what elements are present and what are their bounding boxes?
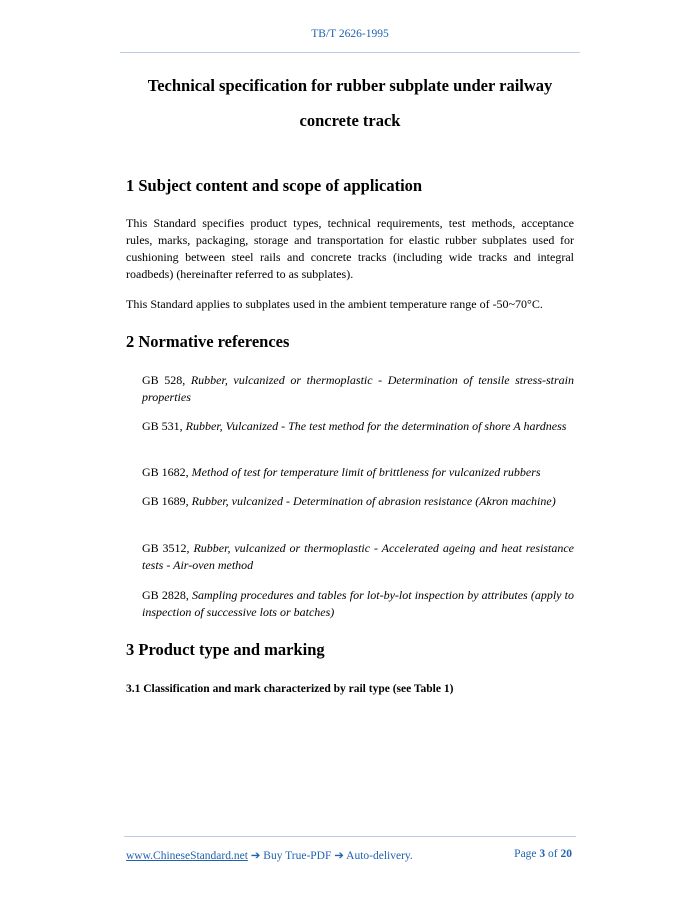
page-word: Page: [514, 848, 540, 860]
reference-title: Method of test for temperature limit of brittleness for vulcanized rubbers: [191, 465, 541, 479]
reference-title: Rubber, vulcanized - Determination of abrasion resistance (Akron machine): [191, 494, 556, 508]
auto-delivery-text: Auto-delivery.: [346, 850, 413, 862]
reference-item: [142, 372, 574, 406]
reference-item: [142, 418, 574, 435]
footer-divider: [124, 836, 576, 837]
reference-item: [142, 493, 574, 510]
section-1-heading: 1 Subject content and scope of application: [126, 176, 423, 195]
site-link[interactable]: www.ChineseStandard.net: [126, 850, 248, 862]
section-1-paragraph-1: This Standard specifies product types, technical requirements, test methods, acceptance rules, marks, packaging, storage and transportation for elastic rubber subplates used for cushioning between steel rails and concrete tracks (including wide tracks and integral roadbeds) (hereinafter referred to as subplates).: [126, 216, 574, 281]
doc-title-line-1: Technical specification for rubber subplate under railway: [147, 76, 553, 95]
reference-item: [142, 587, 574, 621]
reference-title: Sampling procedures and tables for lot-by-lot inspection by attributes (apply to inspection of successive lots or batches): [142, 588, 574, 619]
reference-code: GB 1682,: [142, 465, 192, 479]
reference-code: GB 1689,: [142, 494, 192, 508]
reference-code: GB 2828,: [142, 588, 192, 602]
arrow-icon: ➔: [331, 850, 347, 862]
footer-promo: [126, 848, 413, 862]
section-3-heading: 3 Product type and marking: [126, 640, 325, 659]
section-1-paragraph-2: This Standard applies to subplates used in the ambient temperature range of -50~70°C.: [126, 297, 543, 311]
doc-title-line-2: concrete track: [299, 111, 401, 130]
arrow-icon: ➔: [247, 850, 264, 862]
reference-item: [142, 540, 574, 574]
subclause-3-1: 3.1 Classification and mark characterized by rail type (see Table 1): [126, 683, 454, 695]
buy-true-pdf-text: Buy True-PDF: [263, 850, 332, 862]
page-indicator: [514, 848, 572, 860]
reference-code: GB 528,: [142, 373, 191, 387]
reference-code: GB 531,: [142, 419, 186, 433]
reference-item: [142, 464, 574, 481]
reference-title: Rubber, vulcanized or thermoplastic - Accelerated ageing and heat resistance tests - Air-oven method: [142, 541, 575, 572]
reference-title: Rubber, vulcanized or thermoplastic - Determination of tensile stress-strain properties: [142, 373, 575, 404]
header-divider: [120, 52, 580, 53]
current-page: 3: [539, 848, 546, 860]
reference-title: Rubber, Vulcanized - The test method for the determination of shore A hardness: [185, 419, 567, 433]
reference-code: GB 3512,: [142, 541, 194, 555]
section-2-heading: 2 Normative references: [126, 332, 290, 351]
of-word: of: [545, 848, 561, 860]
header-doc-number: TB/T 2626-1995: [311, 28, 389, 40]
total-pages: 20: [560, 848, 572, 860]
